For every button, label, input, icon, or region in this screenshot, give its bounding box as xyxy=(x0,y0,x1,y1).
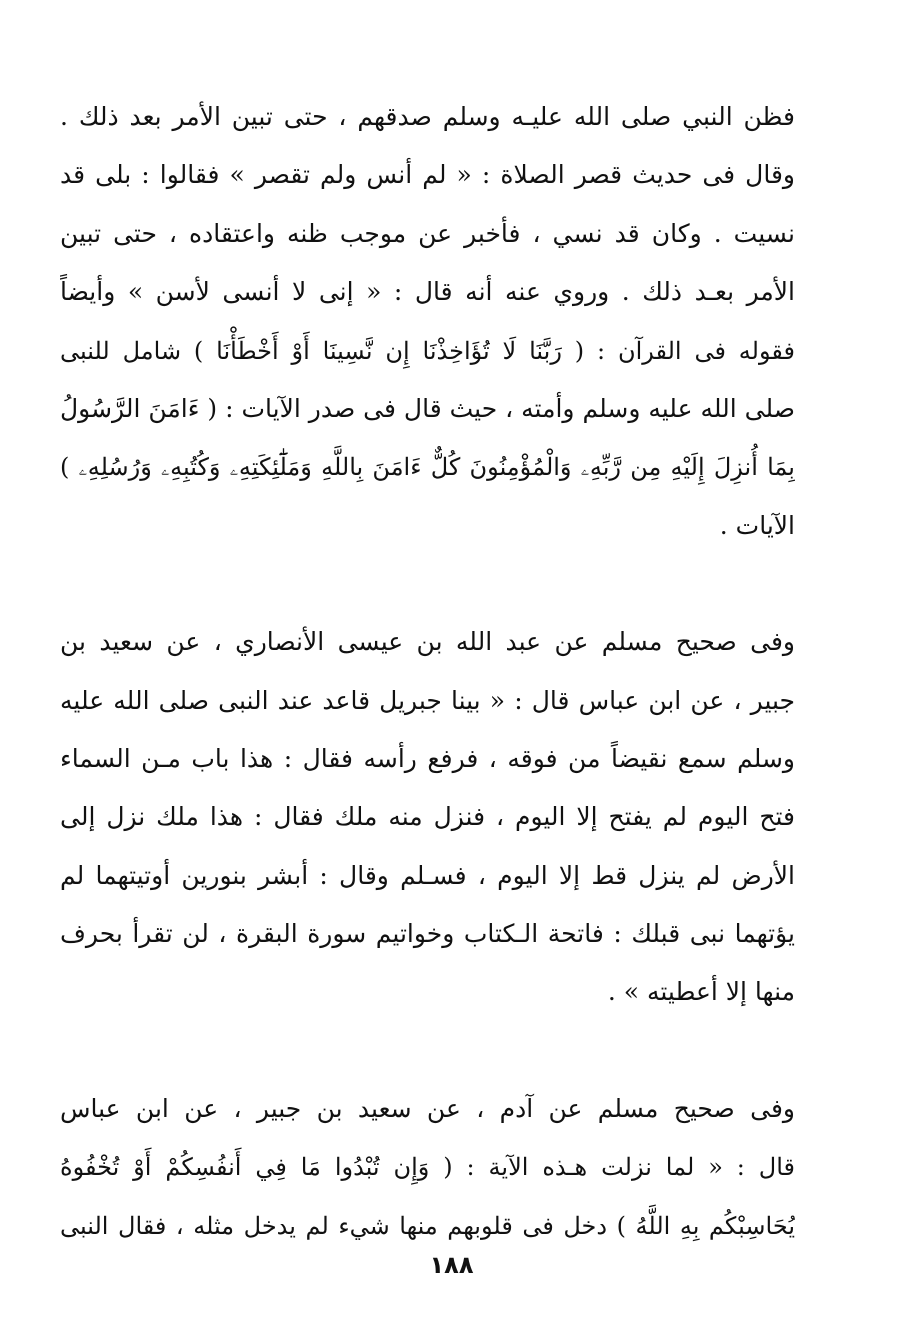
page-body xyxy=(60,88,795,1255)
text-line: جبير ، عن ابن عباس قال : « بينا جبريل قاعد عند النبى صلى الله عليه xyxy=(60,685,795,715)
text-line: يؤتهما نبى قبلك : فاتحة الـكتاب وخواتيم سورة البقرة ، لن تقرأ بحرف xyxy=(60,919,795,949)
text-line: فتح اليوم لم يفتح إلا اليوم ، فنزل منه ملك فقال : هذا ملك نزل إلى xyxy=(60,802,795,832)
paragraph-3 xyxy=(60,1080,795,1255)
text-line: وفى صحيح مسلم عن عبد الله بن عيسى الأنصاري ، عن سعيد بن xyxy=(60,627,795,657)
text-line: الأمر بعـد ذلك . وروي عنه أنه قال : « إنى لا أنسى لأسن » وأيضاً xyxy=(60,277,795,307)
paragraph-1 xyxy=(60,88,795,555)
text-line: قال : « لما نزلت هـذه الآية : ( وَإِن تُبْدُوا مَا فِي أَنفُسِكُمْ أَوْ تُخْفُوهُ xyxy=(60,1153,795,1182)
text-line: وسلم سمع نقيضاً من فوقه ، فرفع رأسه فقال : هذا باب مـن السماء xyxy=(60,743,795,773)
text-line: نسيت . وكان قد نسي ، فأخبر عن موجب ظنه واعتقاده ، حتى تبين xyxy=(60,218,795,248)
text-line: الأرض لم ينزل قط إلا اليوم ، فسـلم وقال : أبشر بنورين أوتيتهما لم xyxy=(60,860,795,890)
paragraph-gap xyxy=(60,555,795,613)
paragraph-2 xyxy=(60,613,795,1022)
page-number: ١٨٨ xyxy=(429,1251,474,1279)
text-line: فقوله فى القرآن : ( رَبَّنَا لَا تُؤَاخِذْنَا إِن نَّسِينَا أَوْ أَخْطَأْنَا ) شامل للنبى xyxy=(60,336,795,365)
paragraph-gap xyxy=(60,1022,795,1080)
text-line: وقال فى حديث قصر الصلاة : « لم أنس ولم تقصر » فقالوا : بلى قد xyxy=(60,160,795,190)
text-line: منها إلا أعطيته » . xyxy=(607,977,795,1007)
text-line: الآيات . xyxy=(719,510,795,540)
text-line: وفى صحيح مسلم عن آدم ، عن سعيد بن جبير ، عن ابن عباس xyxy=(60,1093,795,1123)
text-line: فظن النبي صلى الله عليـه وسلم صدقهم ، حتى تبين الأمر بعد ذلك . xyxy=(60,102,795,131)
text-line: صلى الله عليه وسلم وأمته ، حيث قال فى صدر الآيات : ( ءَامَنَ الرَّسُولُ xyxy=(60,393,795,423)
text-line: بِمَا أُنزِلَ إِلَيْهِ مِن رَّبِّهِۦ وَالْمُؤْمِنُونَ كُلٌّ ءَامَنَ بِاللَّهِ وَمَلَٰٓئِكَتِهِۦ وَكُتُبِهِۦ وَرُسُلِهِۦ ) xyxy=(60,453,795,482)
text-line: يُحَاسِبْكُم بِهِ اللَّهُ ) دخل فى قلوبهم منها شيء لم يدخل مثله ، فقال النبى xyxy=(60,1211,795,1240)
